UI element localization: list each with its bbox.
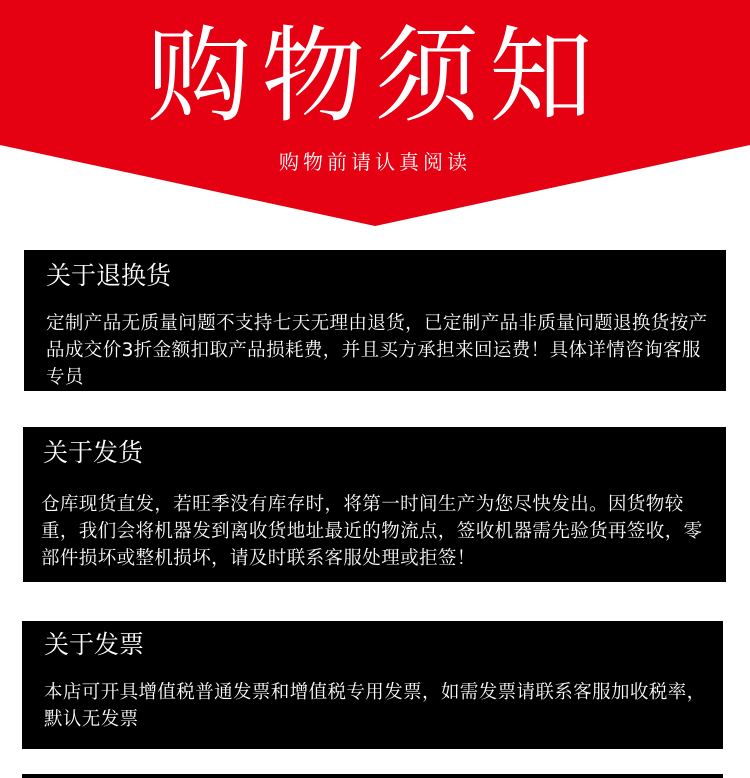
- section-body: 本店可开具增值税普通发票和增值税专用发票，如需发票请联系客服加收税率，默认无发票: [44, 682, 706, 730]
- section-title: 关于发票: [44, 630, 145, 659]
- section-body: 定制产品无质量问题不支持七天无理由退货，已定制产品非质量问题退换货按产品成交价3折金额扣取产品损耗费，并且买方承担来回运费！具体详情咨询客服专员: [46, 313, 708, 388]
- header-banner: [0, 0, 750, 230]
- section-body: 仓库现货直发，若旺季没有库存时，将第一时间生产为您尽快发出。因货物较重，我们会将机器发到离收货地址最近的物流点，签收机器需先验货再签收，零部件损坏或整机损坏，请及时联系客服处理或拒签！: [41, 494, 703, 569]
- section-shipping: [23, 427, 726, 582]
- page-subtitle: 购物前请认真阅读: [279, 150, 471, 174]
- section-invoice: [22, 621, 723, 749]
- section-title: 关于退换货: [46, 261, 172, 290]
- bottom-divider: [22, 774, 723, 778]
- page-title: 购物须知: [146, 15, 603, 137]
- section-title: 关于发货: [43, 438, 144, 467]
- section-returns: [24, 250, 726, 391]
